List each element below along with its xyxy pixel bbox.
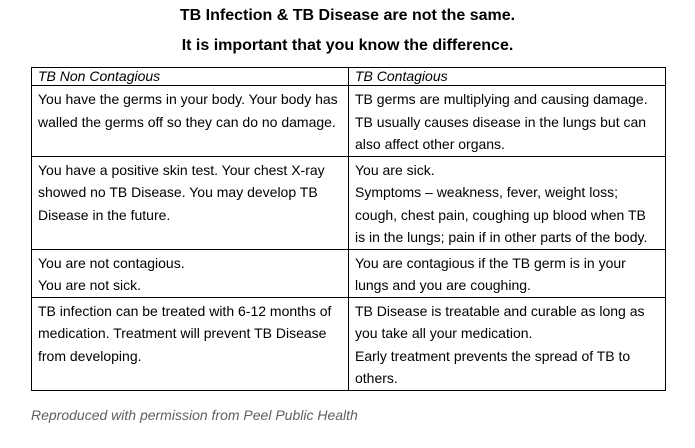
cell-non-contagious [32,249,349,297]
comparison-table [31,67,666,391]
cell-text: You are not contagious. [38,254,185,271]
cell-contagious [349,297,666,390]
cell-contagious [349,156,666,249]
cell-text: You have the germs in your body. Your body has walled the germs off so they can do no damage. [38,91,338,130]
cell-contagious [349,249,666,297]
table-row [32,156,666,249]
source-credit: Reproduced with permission from Peel Public Health [31,407,358,423]
cell-text: TB germs are multiplying and causing damage. TB usually causes disease in the lungs but can also affect other organs. [355,91,648,152]
page-title: TB Infection & TB Disease are not the same. [179,7,516,24]
cell-text: You are sick. [355,161,435,178]
cell-non-contagious [32,156,349,249]
column-header-contagious: TB Contagious [349,68,666,86]
cell-text: You are not sick. [38,277,141,293]
cell-text: TB infection can be treated with 6-12 months of medication. Treatment will prevent TB Disease from developing. [38,302,332,364]
table-row [32,86,666,157]
cell-non-contagious [32,86,349,157]
table-row [32,249,666,297]
cell-text: Symptoms – weakness, fever, weight loss; cough, chest pain, coughing up blood when TB is in the lungs; pain if in other parts of the body. [355,184,648,245]
column-header-non-contagious: TB Non Contagious [32,68,349,86]
table-header-row [32,68,666,86]
cell-contagious [349,86,666,157]
cell-text: You are contagious if the TB germ is in your lungs and you are coughing. [355,254,626,293]
cell-text: You have a positive skin test. Your chest X-ray showed no TB Disease. You may develop TB Disease in the future. [38,161,325,223]
cell-text: TB Disease is treatable and curable as long as you take all your medication. [355,302,645,341]
cell-text: Early treatment prevents the spread of TB to others. [355,347,631,386]
table-row [32,297,666,390]
cell-non-contagious [32,297,349,390]
page-subtitle: It is important that you know the difference. [181,37,514,54]
